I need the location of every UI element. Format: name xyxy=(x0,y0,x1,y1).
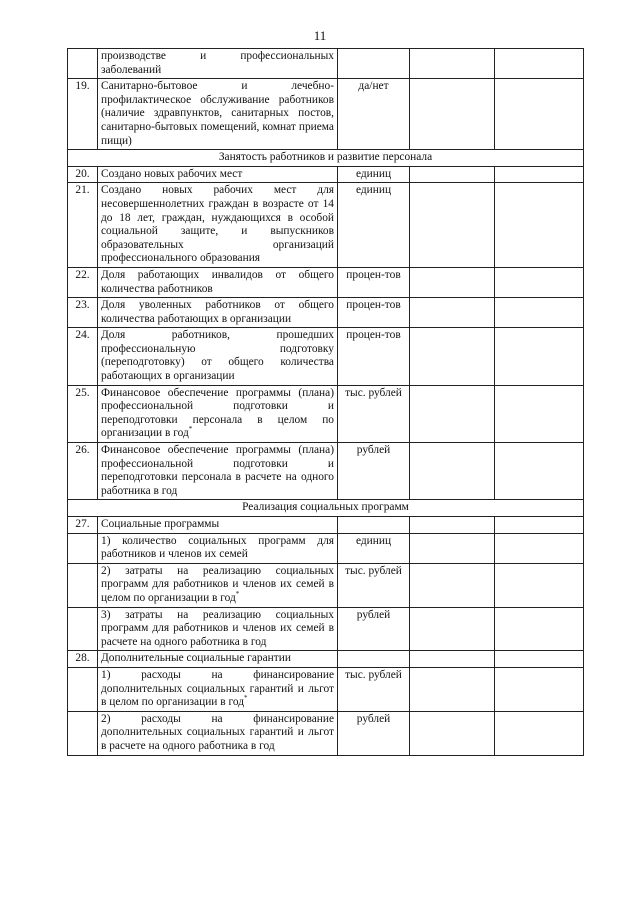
unit-of-measure xyxy=(338,517,410,534)
value-cell[interactable] xyxy=(410,443,495,500)
row-number: 20. xyxy=(68,166,98,183)
value-cell[interactable] xyxy=(410,328,495,385)
row-number: 22. xyxy=(68,267,98,297)
table-row xyxy=(68,607,584,651)
section-title: Занятость работников и развитие персонала xyxy=(68,150,584,167)
indicator-name xyxy=(98,385,338,442)
value-cell[interactable] xyxy=(495,563,584,607)
indicator-name xyxy=(98,328,338,385)
row-number: 25. xyxy=(68,385,98,442)
table-row xyxy=(68,667,584,711)
value-cell[interactable] xyxy=(410,651,495,668)
indicator-name xyxy=(98,651,338,668)
row-number: 26. xyxy=(68,443,98,500)
value-cell[interactable] xyxy=(495,166,584,183)
table-row xyxy=(68,517,584,534)
unit-of-measure xyxy=(338,651,410,668)
indicator-name xyxy=(98,49,338,79)
value-cell[interactable] xyxy=(495,607,584,651)
row-number: 28. xyxy=(68,651,98,668)
footnote-mark: * xyxy=(235,590,240,599)
indicator-name xyxy=(98,166,338,183)
table-row xyxy=(68,49,584,79)
indicator-name xyxy=(98,533,338,563)
value-cell[interactable] xyxy=(410,563,495,607)
indicator-name xyxy=(98,183,338,268)
table-row xyxy=(68,328,584,385)
indicator-text: Социальные программы xyxy=(101,518,220,530)
row-number: 21. xyxy=(68,183,98,268)
indicator-name xyxy=(98,667,338,711)
value-cell[interactable] xyxy=(410,166,495,183)
table-row xyxy=(68,443,584,500)
value-cell[interactable] xyxy=(410,711,495,755)
value-cell[interactable] xyxy=(495,49,584,79)
unit-of-measure: процен-тов xyxy=(338,298,410,328)
unit-of-measure: тыс. рублей xyxy=(338,563,410,607)
section-title: Реализация социальных программ xyxy=(68,500,584,517)
value-cell[interactable] xyxy=(495,651,584,668)
row-number xyxy=(68,711,98,755)
footnote-mark: * xyxy=(188,425,193,434)
indicator-text: Дополнительные социальные гарантии xyxy=(101,652,291,665)
value-cell[interactable] xyxy=(495,79,584,150)
unit-of-measure: процен-тов xyxy=(338,328,410,385)
indicator-text: 2) расходы на финансирование дополнительных социальных гарантий и льгот в расчете на одного работника в год xyxy=(101,712,334,752)
unit-of-measure: рублей xyxy=(338,711,410,755)
unit-of-measure: рублей xyxy=(338,443,410,500)
indicator-text: Доля работающих инвалидов от общего количества работников xyxy=(101,268,334,295)
value-cell[interactable] xyxy=(410,385,495,442)
unit-of-measure: единиц xyxy=(338,166,410,183)
table-row xyxy=(68,651,584,668)
indicator-text: Доля уволенных работников от общего количества работающих в организации xyxy=(101,299,334,325)
value-cell[interactable] xyxy=(410,667,495,711)
page-number: 11 xyxy=(313,28,327,43)
row-number xyxy=(68,667,98,711)
indicator-text: Санитарно-бытовое и лечебно-профилактическое обслуживание работников (наличие здравпунктов, санитарных постов, санитарно-бытовых помещений, комнат приема пищи) xyxy=(101,80,334,147)
row-number xyxy=(68,563,98,607)
table-row xyxy=(68,563,584,607)
table-row xyxy=(68,166,584,183)
indicator-name xyxy=(98,563,338,607)
unit-of-measure: тыс. рублей xyxy=(338,667,410,711)
indicator-name xyxy=(98,711,338,755)
value-cell[interactable] xyxy=(495,328,584,385)
indicator-name xyxy=(98,607,338,651)
indicator-text: производстве и профессиональных заболеваний xyxy=(101,50,334,76)
indicator-text: Финансовое обеспечение программы (плана) профессиональной подготовки и переподготовки персонала в целом по организации в год xyxy=(101,386,334,440)
value-cell[interactable] xyxy=(410,607,495,651)
value-cell[interactable] xyxy=(410,49,495,79)
value-cell[interactable] xyxy=(410,183,495,268)
unit-of-measure: процен-тов xyxy=(338,267,410,297)
row-number: 23. xyxy=(68,298,98,328)
unit-of-measure: рублей xyxy=(338,607,410,651)
value-cell[interactable] xyxy=(410,533,495,563)
indicator-text: Финансовое обеспечение программы (плана) профессиональной подготовки и переподготовки персонала в расчете на одного работника в год xyxy=(101,444,334,497)
table-row xyxy=(68,711,584,755)
indicator-name xyxy=(98,443,338,500)
row-number xyxy=(68,607,98,651)
table-row xyxy=(68,533,584,563)
value-cell[interactable] xyxy=(410,79,495,150)
indicator-text: 3) затраты на реализацию социальных программ для работников и членов их семей в расчете на одного работника в год xyxy=(101,608,334,648)
indicator-text: Доля работников, прошедших профессиональную подготовку (переподготовку) от общего количества работающих в организации xyxy=(101,329,334,383)
row-number: 24. xyxy=(68,328,98,385)
value-cell[interactable] xyxy=(410,517,495,534)
footnote-mark: * xyxy=(244,694,248,703)
table-row xyxy=(68,298,584,328)
unit-of-measure: да/нет xyxy=(338,79,410,150)
table-row xyxy=(68,79,584,150)
indicator-name xyxy=(98,298,338,328)
value-cell[interactable] xyxy=(495,517,584,534)
indicator-name xyxy=(98,267,338,297)
value-cell[interactable] xyxy=(410,298,495,328)
row-number xyxy=(68,533,98,563)
value-cell[interactable] xyxy=(495,533,584,563)
unit-of-measure: единиц xyxy=(338,533,410,563)
indicator-name xyxy=(98,79,338,150)
indicator-text: 1) количество социальных программ для работников и членов их семей xyxy=(101,534,334,561)
value-cell[interactable] xyxy=(495,267,584,297)
indicator-table-body xyxy=(68,49,584,756)
indicator-table xyxy=(67,48,584,756)
unit-of-measure: тыс. рублей xyxy=(338,385,410,442)
unit-of-measure xyxy=(338,49,410,79)
value-cell[interactable] xyxy=(495,667,584,711)
table-row xyxy=(68,267,584,297)
value-cell[interactable] xyxy=(410,267,495,297)
row-number xyxy=(68,49,98,79)
table-row xyxy=(68,183,584,268)
value-cell[interactable] xyxy=(495,183,584,268)
unit-of-measure: единиц xyxy=(338,183,410,268)
value-cell[interactable] xyxy=(495,298,584,328)
value-cell[interactable] xyxy=(495,711,584,755)
indicator-text: Создано новых рабочих мест для несовершеннолетних граждан в возрасте от 14 до 18 лет, граждан, нуждающихся в особой социальной защите, и выпускников образовательных организаций профессионального образования xyxy=(101,184,334,265)
row-number: 19. xyxy=(68,79,98,150)
indicator-text: 2) затраты на реализацию социальных программ для работников и членов их семей в целом по организации в год xyxy=(101,564,334,604)
row-number: 27. xyxy=(68,517,98,534)
indicator-text: 1) расходы на финансирование дополнительных социальных гарантий и льгот в целом по организации в год xyxy=(101,668,334,709)
indicator-text: Создано новых рабочих мест xyxy=(101,167,243,180)
indicator-name xyxy=(98,517,338,534)
section-row xyxy=(68,150,584,167)
section-row xyxy=(68,500,584,517)
value-cell[interactable] xyxy=(495,443,584,500)
table-row xyxy=(68,385,584,442)
value-cell[interactable] xyxy=(495,385,584,442)
